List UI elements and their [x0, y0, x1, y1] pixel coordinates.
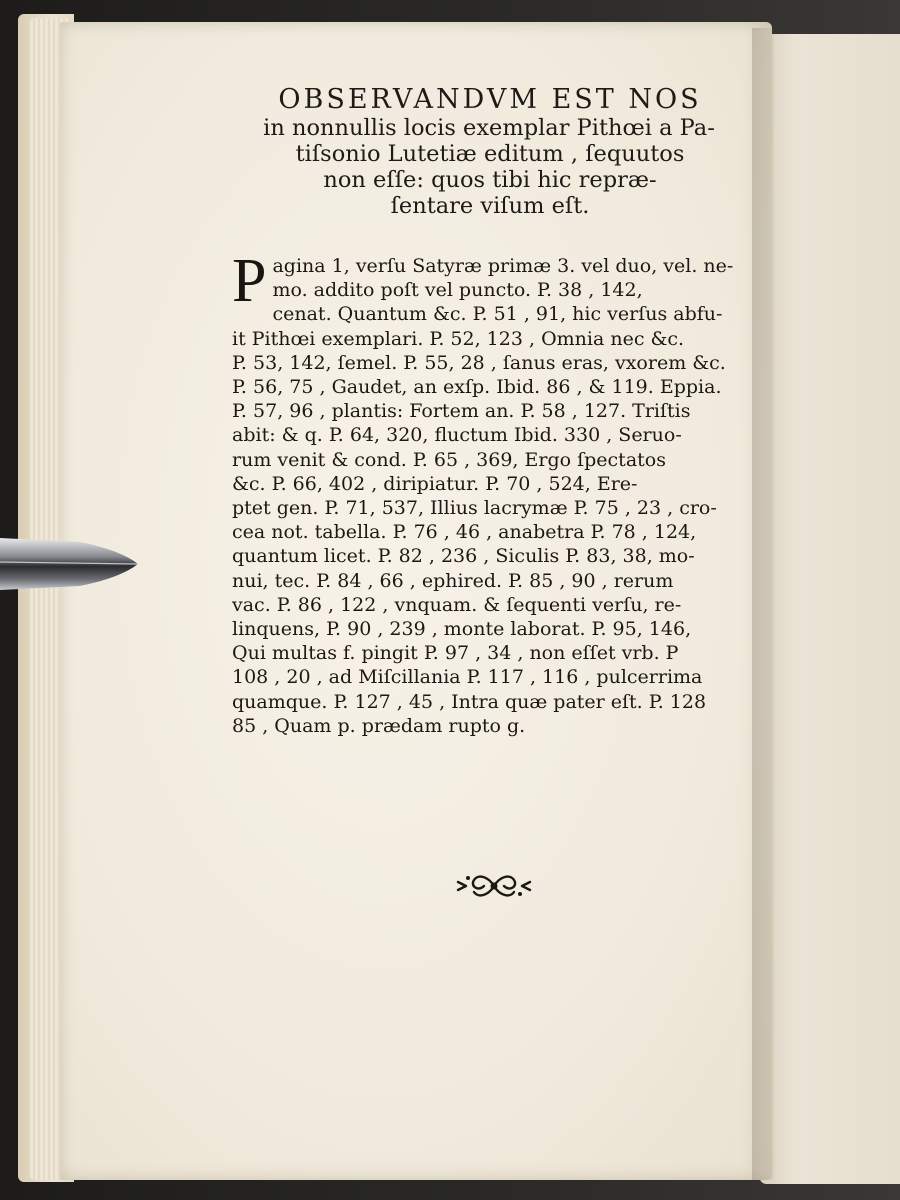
letter-opener-icon	[0, 528, 142, 600]
text-line: P. 53, 142, ſemel. P. 55, 28 , ſanus eras, vxorem &c.	[232, 351, 726, 374]
text-line: Qui multas f. pingit P. 97 , 34 , non eſſet vrb. P	[232, 642, 679, 665]
heading-line: in nonnullis locis exemplar Pithœi a Pa-	[263, 115, 715, 141]
drop-cap: P	[232, 247, 267, 315]
text-line: ptet gen. P. 71, 537, Illius lacrymæ P. 75 , 23 , cro-	[232, 497, 717, 520]
text-line: cea not. tabella. P. 76 , 46 , anabetra P. 78 , 124,	[232, 521, 697, 544]
text-line: cenat. Quantum &c. P. 51 , 91, hic verſus abfu-	[272, 303, 723, 326]
text-line: nui, tec. P. 84 , 66 , ephired. P. 85 , 90 , rerum	[232, 569, 674, 592]
page-heading	[190, 84, 750, 219]
text-line: quantum licet. P. 82 , 236 , Siculis P. 83, 38, mo-	[232, 545, 695, 568]
text-line: quamque. P. 127 , 45 , Intra quæ pater eſt. P. 128	[232, 690, 707, 713]
text-line: linquens, P. 90 , 239 , monte laborat. P. 95, 146,	[232, 618, 692, 641]
text-line: rum venit & cond. P. 65 , 369, Ergo ſpectatos	[232, 448, 666, 471]
heading-line: non eſſe: quos tibi hic repræ-	[323, 167, 657, 193]
text-line: mo. addito poſt vel puncto. P. 38 , 142,	[272, 279, 643, 302]
text-line: 108 , 20 , ad Miſcillania P. 117 , 116 , pulcerrima	[232, 666, 703, 689]
text-line: it Pithœi exemplari. P. 52, 123 , Omnia nec &c.	[232, 327, 685, 350]
fleuron-ornament-icon	[454, 868, 534, 904]
text-line: 85 , Quam p. prædam rupto g.	[232, 714, 526, 737]
errata-text	[232, 247, 772, 738]
text-line: vac. P. 86 , 122 , vnquam. & ſequenti verſu, re-	[232, 593, 682, 616]
heading-caps: OBSERVANDVM EST NOS	[278, 84, 702, 115]
text-line: agina 1, verſu Satyræ primæ 3. vel duo, vel. ne-	[272, 255, 734, 277]
heading-line: tiſsonio Lutetiæ editum , ſequutos	[295, 141, 685, 167]
text-line: &c. P. 66, 402 , diripiatur. P. 70 , 524, Ere-	[232, 472, 638, 495]
text-line: P. 57, 96 , plantis: Fortem an. P. 58 , 127. Triſtis	[232, 400, 691, 423]
facing-page	[760, 34, 900, 1184]
text-line: P. 56, 75 , Gaudet, an exſp. Ibid. 86 , & 119. Eppia.	[232, 376, 722, 399]
text-line: abit: & q. P. 64, 320, fluctum Ibid. 330 , Seruo-	[232, 424, 682, 447]
heading-line: ſentare viſum eſt.	[390, 193, 590, 219]
